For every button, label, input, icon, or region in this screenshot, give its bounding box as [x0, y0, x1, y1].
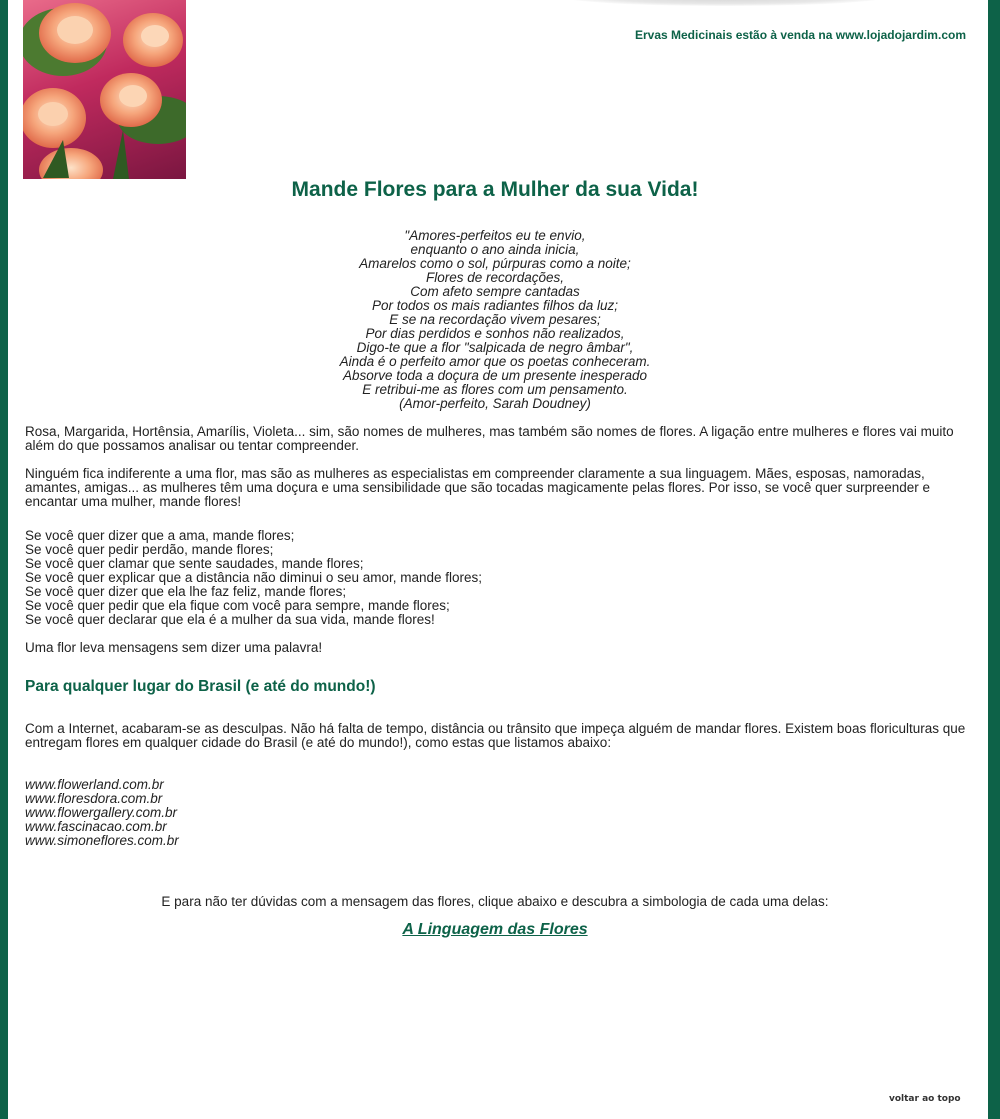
florist-site-link[interactable]: www.flowergallery.com.br — [25, 805, 178, 820]
poem — [0, 229, 990, 411]
flower-language-section — [0, 921, 990, 939]
message-paragraph — [25, 641, 970, 655]
poem-line: Flores de recordações, — [425, 270, 565, 285]
list-item: Se você quer clamar que sente saudades, mande flores; — [25, 556, 364, 571]
poem-line: E retribui-me as flores com um pensamento. — [362, 382, 628, 397]
poem-line: enquanto o ano ainda inicia, — [410, 242, 580, 257]
intro-paragraph — [25, 425, 970, 453]
intro-paragraph-text: Rosa, Margarida, Hortênsia, Amarílis, Violeta... sim, são nomes de mulheres, mas também são nomes de flores. A ligação entre mulheres e flores vai muito além do que possamos analisar ou tentar compreender. — [25, 424, 954, 453]
poem-line: "Amores-perfeitos eu te envio, — [404, 228, 586, 243]
roses-photo-icon — [23, 0, 186, 179]
florist-site-link[interactable]: www.simoneflores.com.br — [25, 833, 179, 848]
list-item: Se você quer pedir perdão, mande flores; — [25, 542, 274, 557]
poem-line: Absorve toda a doçura de um presente inesperado — [343, 368, 647, 383]
florist-sites-list — [25, 778, 179, 848]
women-flowers-paragraph-text: Ninguém fica indiferente a uma flor, mas são as mulheres as especialistas em compreender claramente a sua linguagem. Mães, esposas, namoradas, amantes, amigas... as mulheres têm uma doçura e uma sensibilidade que são tocadas magicamente pelas flores. Por isso, se você quer surpreender e encantar uma mulher, mande flores! — [25, 466, 930, 509]
florist-site-link[interactable]: www.floresdora.com.br — [25, 791, 163, 806]
herbs-store-link[interactable]: Ervas Medicinais estão à venda na www.lojadojardim.com — [634, 28, 966, 42]
send-flowers-list — [25, 529, 970, 627]
section-subtitle: Para qualquer lugar do Brasil (e até do mundo!) — [25, 678, 376, 695]
list-item: Se você quer declarar que ela é a mulher da sua vida, mande flores! — [25, 612, 435, 627]
poem-line: Com afeto sempre cantadas — [410, 284, 580, 299]
women-flowers-paragraph — [25, 467, 970, 509]
poem-line: Por todos os mais radiantes filhos da luz; — [371, 298, 619, 313]
left-frame-border — [0, 0, 8, 1119]
internet-paragraph — [25, 722, 970, 750]
florist-site-link[interactable]: www.fascinacao.com.br — [25, 819, 167, 834]
poem-line: E se na recordação vivem pesares; — [389, 312, 601, 327]
internet-paragraph-text: Com a Internet, acabaram-se as desculpas. Não há falta de tempo, distância ou trânsito que impeça alguém de mandar flores. Existem boas floriculturas que entregam flores em qualquer cidade do Brasil (e até do mundo!), como estas que listamos abaixo: — [25, 721, 966, 750]
florist-site-link[interactable]: www.flowerland.com.br — [25, 777, 164, 792]
list-item: Se você quer dizer que a ama, mande flores; — [25, 528, 295, 543]
page-title: Mande Flores para a Mulher da sua Vida! — [291, 178, 699, 201]
back-to-top-link[interactable]: voltar ao topo — [889, 1094, 961, 1104]
list-item: Se você quer explicar que a distância não diminui o seu amor, mande flores; — [25, 570, 483, 585]
message-paragraph-text: Uma flor leva mensagens sem dizer uma palavra! — [25, 640, 323, 655]
poem-line: Ainda é o perfeito amor que os poetas conheceram. — [339, 354, 651, 369]
top-decorative-arc — [560, 0, 890, 6]
poem-attribution: (Amor-perfeito, Sarah Doudney) — [399, 396, 591, 411]
list-item: Se você quer dizer que ela lhe faz feliz, mande flores; — [25, 584, 347, 599]
poem-line: Amarelos como o sol, púrpuras como a noite; — [359, 256, 631, 271]
poem-line: Digo-te que a flor "salpicada de negro âmbar", — [356, 340, 634, 355]
closing-text: E para não ter dúvidas com a mensagem das flores, clique abaixo e descubra a simbologia de cada uma delas: — [161, 894, 829, 909]
right-frame-border — [988, 0, 1000, 1119]
flower-language-link[interactable]: A Linguagem das Flores — [402, 921, 588, 938]
poem-line: Por dias perdidos e sonhos não realizados, — [365, 326, 625, 341]
list-item: Se você quer pedir que ela fique com você para sempre, mande flores; — [25, 598, 450, 613]
